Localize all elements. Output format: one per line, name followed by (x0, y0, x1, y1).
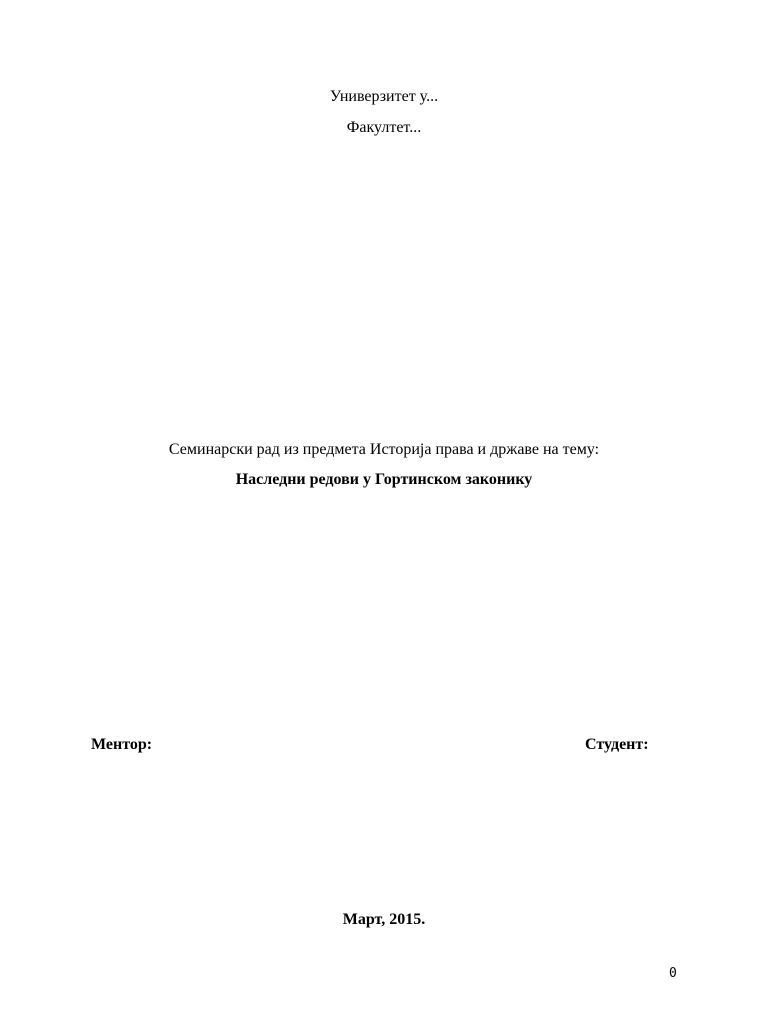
document-title: Наследни редови у Гортинском законику (235, 471, 533, 488)
seminar-subject-line: Семинарски рад из предмета Историја права и државе на тему: (168, 441, 600, 458)
faculty-line: Факултет... (346, 119, 422, 136)
page-number: 0 (669, 966, 677, 981)
mentor-label: Ментор: (91, 736, 153, 753)
date-line: Март, 2015. (342, 911, 426, 928)
university-line: Универзитет у... (329, 88, 439, 105)
student-label: Студент: (585, 736, 649, 753)
